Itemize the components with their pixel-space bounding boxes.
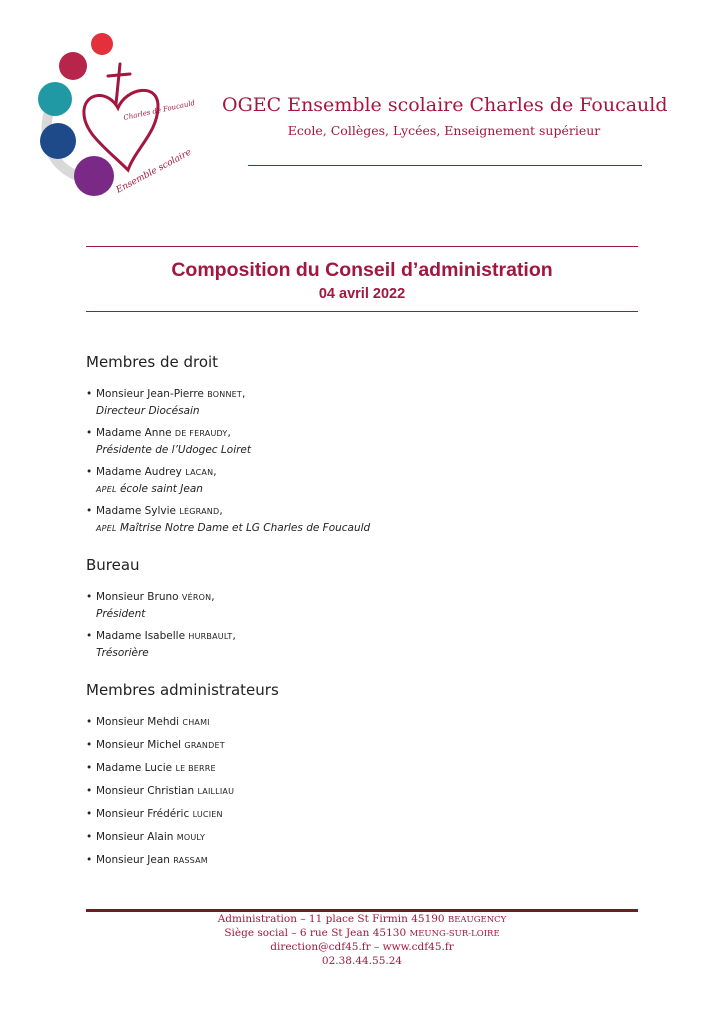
member-first: Monsieur Christian xyxy=(96,785,195,797)
member-first: Monsieur Frédéric xyxy=(96,808,190,820)
footer-address-siege-city: MEUNG-SUR-LOIRE xyxy=(409,929,500,939)
list-item xyxy=(86,783,234,800)
list-item xyxy=(86,714,210,731)
bullet-icon: • xyxy=(86,854,93,866)
member-last: CHAMI xyxy=(182,718,210,727)
bullet-icon: • xyxy=(86,591,93,603)
member-role xyxy=(86,403,245,419)
document-title: Composition du Conseil d’administration xyxy=(171,259,553,281)
member-suffix: , xyxy=(211,591,215,603)
section-heading-bureau: Bureau xyxy=(86,556,140,574)
title-bottom-rule xyxy=(86,311,638,312)
member-first: Monsieur Bruno xyxy=(96,591,179,603)
list-item xyxy=(86,386,245,419)
list-item xyxy=(86,503,370,537)
member-suffix: , xyxy=(227,427,231,439)
member-last: GRANDET xyxy=(184,741,225,750)
org-subtitle: Ecole, Collèges, Lycées, Enseignement supérieur xyxy=(287,123,601,138)
logo-teal-dot xyxy=(38,82,72,116)
member-first: Madame Anne xyxy=(96,427,172,439)
header-divider xyxy=(248,165,642,166)
member-first: Monsieur Jean-Pierre xyxy=(96,388,204,400)
member-last: DE FERAUDY xyxy=(174,429,228,438)
school-logo xyxy=(36,28,196,198)
list-item xyxy=(86,806,223,823)
bullet-icon: • xyxy=(86,466,93,478)
bullet-icon: • xyxy=(86,630,93,642)
logo-red-dot xyxy=(91,33,113,55)
org-title: OGEC Ensemble scolaire Charles de Foucauld xyxy=(222,94,668,116)
list-item xyxy=(86,464,217,498)
member-last: RASSAM xyxy=(173,856,208,865)
member-last: HURBAULT xyxy=(188,632,233,641)
logo-purple-dot xyxy=(74,156,114,196)
member-suffix: , xyxy=(213,466,217,478)
member-role-prefix: APEL xyxy=(96,524,117,533)
member-role xyxy=(86,520,370,537)
list-item xyxy=(86,829,205,846)
footer-address-admin xyxy=(86,913,638,925)
member-first: Monsieur Mehdi xyxy=(96,716,180,728)
title-top-rule xyxy=(86,246,638,247)
bullet-icon: • xyxy=(86,388,93,400)
bullet-icon: • xyxy=(86,739,93,751)
member-role xyxy=(86,645,236,661)
footer-address-admin-text: Administration – 11 place St Firmin 45190 xyxy=(217,913,445,925)
member-role-text: Directeur Diocésain xyxy=(96,405,200,417)
list-item xyxy=(86,425,251,458)
logo-text-bottom: Ensemble scolaire xyxy=(114,147,194,196)
footer-address-siege xyxy=(86,927,638,939)
member-first: Madame Sylvie xyxy=(96,505,177,517)
member-first: Madame Isabelle xyxy=(96,630,186,642)
member-first: Monsieur Jean xyxy=(96,854,170,866)
member-first: Monsieur Michel xyxy=(96,739,182,751)
member-role-prefix: APEL xyxy=(96,485,117,494)
logo-crimson-dot xyxy=(59,52,87,80)
member-role-text: Présidente de l’Udogec Loiret xyxy=(96,444,252,456)
bullet-icon: • xyxy=(86,785,93,797)
bullet-icon: • xyxy=(86,505,93,517)
member-role xyxy=(86,606,215,622)
footer-address-siege-text: Siège social – 6 rue St Jean 45130 xyxy=(224,927,407,939)
logo-text-top: Charles de Foucauld xyxy=(122,98,196,122)
section-heading-membres-de-droit: Membres de droit xyxy=(86,353,219,371)
footer-contact-links[interactable]: direction@cdf45.fr – www.cdf45.fr xyxy=(270,941,454,953)
bullet-icon: • xyxy=(86,831,93,843)
member-role-text: Trésorière xyxy=(96,647,149,659)
member-role xyxy=(86,481,217,498)
member-last: VÉRON xyxy=(181,593,212,602)
list-item xyxy=(86,760,216,777)
footer-divider xyxy=(86,909,638,912)
member-first: Madame Audrey xyxy=(96,466,182,478)
member-last: BONNET xyxy=(207,390,242,399)
member-role xyxy=(86,442,251,458)
bullet-icon: • xyxy=(86,716,93,728)
footer-phone: 02.38.44.55.24 xyxy=(321,955,403,967)
member-role-text: Président xyxy=(96,608,146,620)
member-last: LACAN xyxy=(185,468,214,477)
member-last: LUCIEN xyxy=(192,810,223,819)
member-suffix: , xyxy=(232,630,236,642)
section-heading-membres-administrateurs: Membres administrateurs xyxy=(86,681,279,699)
member-suffix: , xyxy=(219,505,223,517)
list-item xyxy=(86,737,225,754)
bullet-icon: • xyxy=(86,808,93,820)
list-item xyxy=(86,852,208,869)
member-suffix: , xyxy=(242,388,246,400)
footer-address-admin-city: BEAUGENCY xyxy=(447,915,507,925)
member-first: Monsieur Alain xyxy=(96,831,174,843)
member-role-text: Maîtrise Notre Dame et LG Charles de Foucauld xyxy=(119,522,371,534)
member-last: LEGRAND xyxy=(179,507,220,516)
member-first: Madame Lucie xyxy=(96,762,173,774)
member-role-text: école saint Jean xyxy=(119,483,203,495)
member-last: LAILLIAU xyxy=(197,787,235,796)
logo-navy-dot xyxy=(40,123,76,159)
member-last: LE BERRE xyxy=(175,764,216,773)
bullet-icon: • xyxy=(86,762,93,774)
document-date: 04 avril 2022 xyxy=(318,286,406,302)
member-last: MOULY xyxy=(176,833,206,842)
list-item xyxy=(86,589,215,622)
bullet-icon: • xyxy=(86,427,93,439)
list-item xyxy=(86,628,236,661)
